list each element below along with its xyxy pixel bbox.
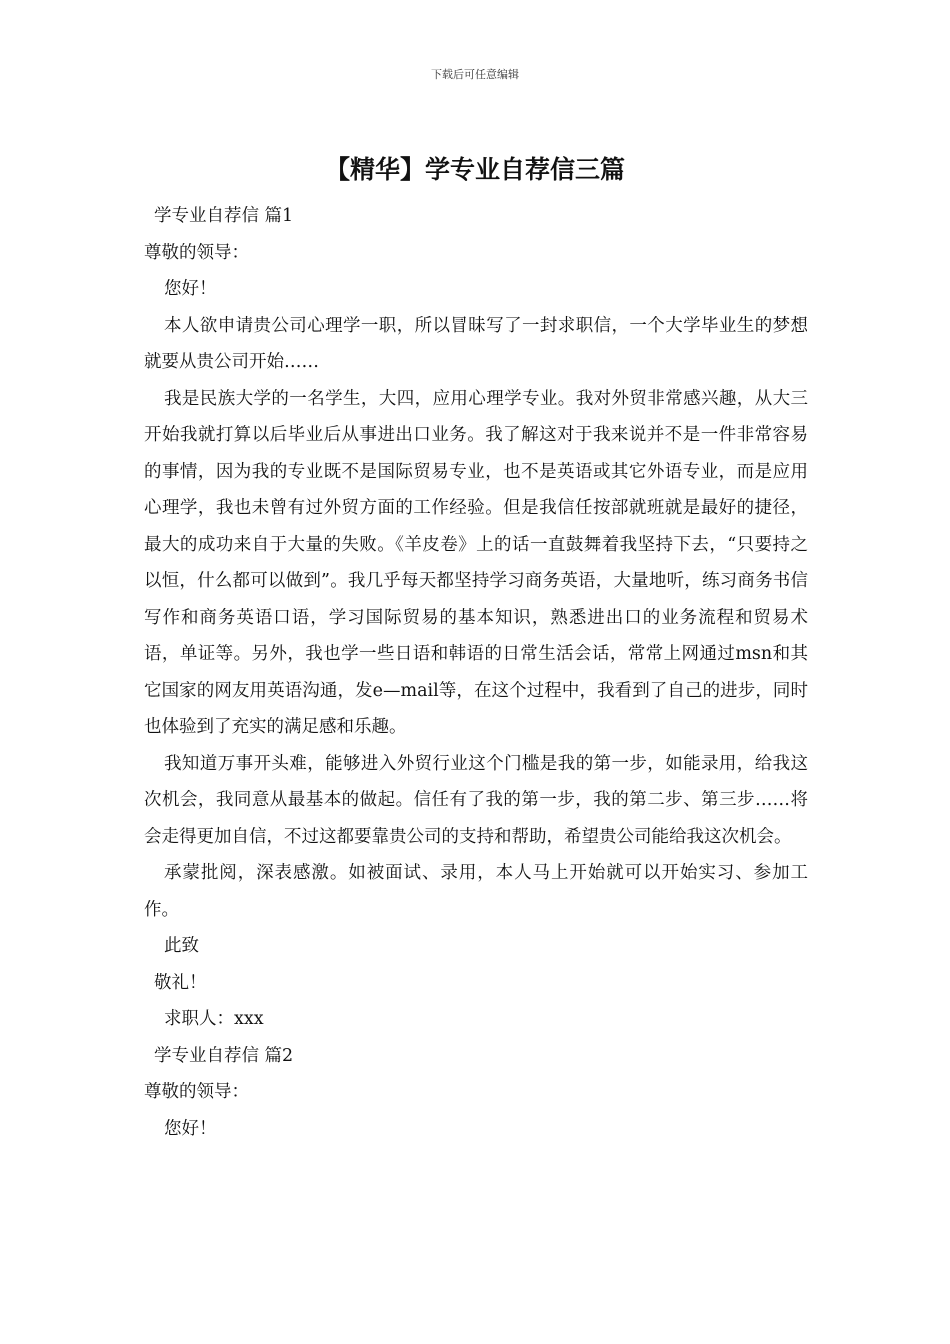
header-note: 下载后可任意编辑 [431,68,519,81]
section1-paragraph-1: 本人欲申请贵公司心理学一职，所以冒昧写了一封求职信，一个大学毕业生的梦想就要从贵公司开始…… [144,315,808,372]
document-body [144,198,808,1147]
section2-salutation: 尊敬的领导： [144,1082,249,1102]
closing-line-2: 敬礼！ [154,972,207,993]
section2-greeting: 您好！ [164,1118,217,1139]
section1-greeting: 您好！ [164,279,217,299]
section1-heading: 学专业自荐信 篇1 [154,206,294,226]
section1-paragraph-4: 承蒙批阅，深表感激。如被面试、录用，本人马上开始就可以开始实习、参加工作。 [144,863,808,920]
closing-line-1: 此致 [164,936,199,956]
section1-paragraph-3: 我知道万事开头难，能够进入外贸行业这个门槛是我的第一步，如能录用，给我这次机会，我同意从最基本的做起。信任有了我的第一步，我的第二步、第三步……将会走得更加自信，不过这都要靠贵公司的支持和帮助，希望贵公司能给我这次机会。 [144,753,808,847]
section2-heading: 学专业自荐信 篇2 [154,1045,294,1066]
section1-paragraph-2: 我是民族大学的一名学生，大四，应用心理学专业。我对外贸非常感兴趣，从大三开始我就打算以后毕业后从事进出口业务。我了解这对于我来说并不是一件非常容易的事情，因为我的专业既不是国际贸易专业，也不是英语或其它外语专业，而是应用心理学，我也未曾有过外贸方面的工作经验。但是我信任按部就班就是最好的捷径，最大的成功来自于大量的失败。《羊皮卷》上的话一直鼓舞着我坚持下去，“只要持之以恒，什么都可以做到”。我几乎每天都坚持学习商务英语，大量地听，练习商务书信写作和商务英语口语，学习国际贸易的基本知识，熟悉进出口的业务流程和贸易术语，单证等。另外，我也学一些日语和韩语的日常生活会话，常常上网通过msn和其它国家的网友用英语沟通，发e—mail等，在这个过程中，我看到了自己的进步，同时也体验到了充实的满足感和乐趣。 [144,388,808,737]
section1-salutation: 尊敬的领导： [144,242,249,263]
signature: 求职人：xxx [164,1009,264,1029]
document-title: 【精华】学专业自荐信三篇 [324,155,625,184]
